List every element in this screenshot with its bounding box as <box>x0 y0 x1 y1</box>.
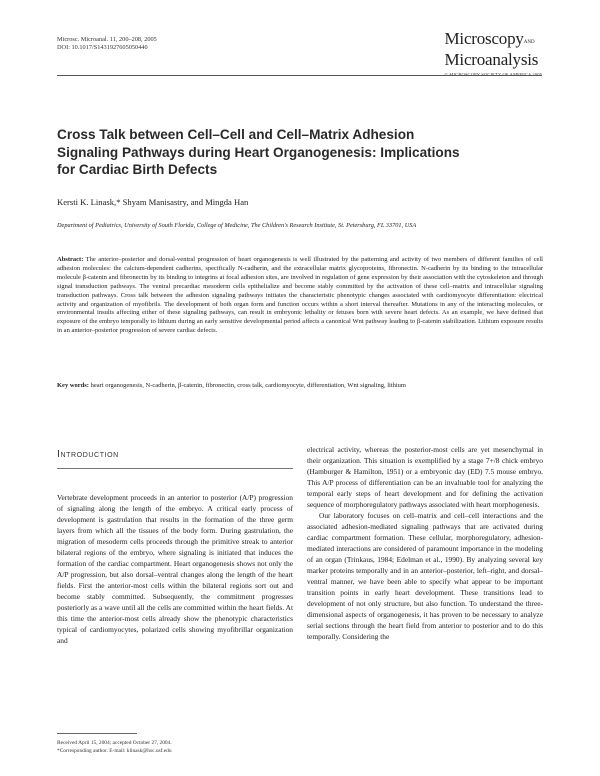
citation-line: Microsc. Microanal. 11, 200–208, 2005 <box>57 36 157 43</box>
logo-line-2: Microanalysis <box>444 50 539 69</box>
copyright-line: © MICROSCOPY SOCIETY OF AMERICA 2005 <box>444 72 542 77</box>
keywords-label: Key words: <box>57 382 89 389</box>
journal-citation <box>57 36 157 52</box>
article-affiliation: Department of Pediatrics, University of South Florida, College of Medicine, The Children's Research Institute, St. Petersburg, FL 33701, USA <box>57 222 417 229</box>
logo-line-1: MicroscopyAND <box>444 29 535 48</box>
body-column-right <box>307 444 543 642</box>
logo-and: AND <box>523 40 535 45</box>
header-divider <box>57 75 542 76</box>
section-divider <box>57 468 293 469</box>
abstract-label: Abstract: <box>57 256 84 263</box>
article-title: Cross Talk between Cell–Cell and Cell–Matrix Adhesion Signaling Pathways during Heart Organogenesis: Implications for Cardiac Birth Defects <box>57 127 460 177</box>
intro-paragraph-1: Vertebrate development proceeds in an anterior to posterior (A/P) progression of signaling along the length of the embryo. A critical early process of development is gastrulation that results in the formation of the three germ layers from which all the tissues of the body form. During gastrulation, the migration of mesoderm cells proceeds through the primitive streak to anterior bilateral regions of the embryo, where signaling is initiated that induces the formation of the cardiac compartment. Heart organogenesis shows not only the A/P progression, but also dorsal–ventral changes along the length of the heart fields. First the anterior-most cells within the bilateral regions sort out and become stably committed. Subsequently, the commitment progresses posteriorly as a wave until all the cells are committed within the heart fields. At this time the anterior-most cells already show the phenotypic characteristics typical of cardiomyocytes, polarized cells showing myofibrillar organization and <box>57 493 293 645</box>
footnote-divider <box>57 733 137 734</box>
journal-logo <box>445 30 543 77</box>
received-date: Received April 15, 2004; accepted October 27, 2004. <box>57 740 172 746</box>
doi-line: DOI: 10.1017/S1431927605050440 <box>57 44 148 51</box>
keywords-text: heart organogenesis, N-cadherin, β-catenin, fibronectin, cross talk, cardiomyocyte, differentiation, Wnt signaling, lithium <box>90 382 406 389</box>
keywords <box>57 382 543 391</box>
article-authors: Kersti K. Linask,* Shyam Manisastry, and Mingda Han <box>57 197 249 207</box>
abstract-text: The anterior–posterior and dorsal-ventral progression of heart organogenesis is well illustrated by the patterning and activity of two members of different families of cell adhesion molecules: the calcium-dependent cadherins, specifically N-cadherin, and the extracellular matrix glycoproteins, fibronectin. N-cadherin by its binding to the intracellular molecule β-catenin and fibronectin by its binding to integrins at focal adhesion sites, are involved in regulation of gene expression by their association with the cytoskeleton and through signal transduction pathways. The ventral precardiac mesoderm cells epithelialize and become stably committed by the activation of these cell–matrix and intracellular signaling transduction pathways. Cross talk between the adhesion signaling pathways initiates the characteristic phenotypic changes associated with cardiomyocyte differentiation: electrical activity and organization of myofibrils. The development of both organ form and function occurs within a short interval thereafter. Mutations in any of the interacting molecules, or environmental insults affecting either of these signaling pathways, can result in embryonic lethality or fetuses born with severe heart defects. As an example, we have defined that exposure of the embryo temporally to lithium during an early sensitive developmental period affects a canonical Wnt pathway leading to β-catenin stabilization. Lithium exposure results in an anterior–posterior progression of severe cardiac defects. <box>57 256 543 335</box>
abstract <box>57 256 543 336</box>
corresponding-author: *Corresponding author. E-mail: klinask@hsc.usf.edu <box>57 748 172 754</box>
intro-paragraph-continued: electrical activity, whereas the posterior-most cells are yet mesenchymal in their organization. This situation is exemplified by a stage 7+/8 chick embryo (Hamburger & Hamilton, 1951) or a embryonic day (ED) 7.5 mouse embryo. This A/P process of differentiation can be an invaluable tool for analyzing the temporal early steps of heart development and for defining the activation sequence of morphoregulatory pathways associated with heart morphogenesis. <box>307 445 543 509</box>
section-heading-introduction: Introduction <box>57 448 119 460</box>
footnotes <box>57 739 172 755</box>
intro-paragraph-2: Our laboratory focuses on cell–matrix and cell–cell interactions and the associated adhesion-mediated signaling pathways that are activated during cardiac compartment formation. These cellular, morphoregulatory, adhesion-mediated interactions are considered of paramount importance in the modeling of an organ (Trinkaus, 1984; Edelman et al., 1990). By analyzing several key marker proteins temporally and in an anterior–posterior, left–right, and dorsal–ventral manner, we have been able to specify what appear to be important transition points in early heart development. These transitions lead to development of not only structure, but also function. To understand the three-dimensional aspects of organogenesis, it has proven to be necessary to analyze serial sections through the heart field from anterior to posterior and to do this temporally. Considering the <box>307 511 543 641</box>
body-column-left <box>57 492 293 646</box>
